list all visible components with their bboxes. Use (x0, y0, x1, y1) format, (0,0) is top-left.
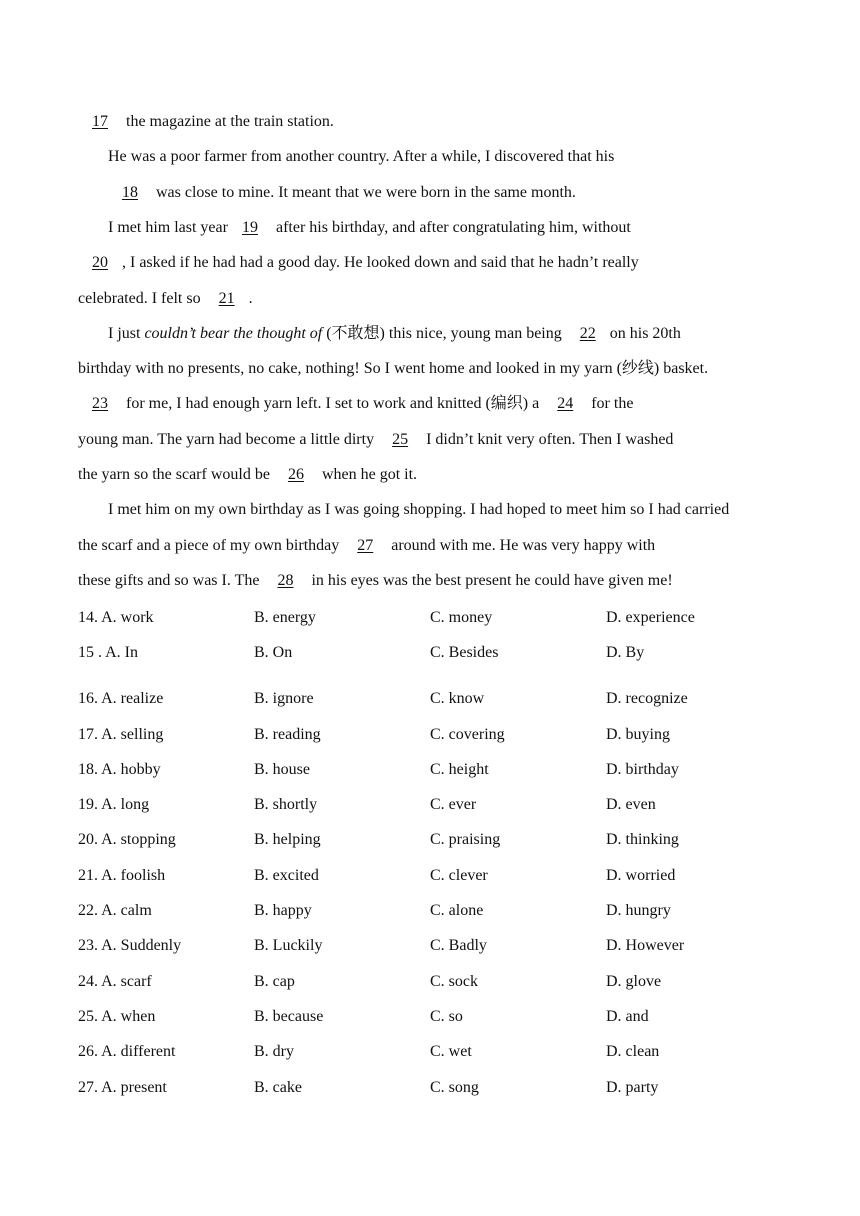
option-choice: C. Besides (430, 644, 499, 662)
passage-text: around with me. He was very happy with (387, 536, 656, 554)
option-choice: B. energy (254, 609, 316, 626)
option-choice: 19. A. long (78, 796, 150, 814)
answer-blank: 20 (92, 254, 108, 272)
option-choice: D. thinking (606, 831, 679, 849)
passage-text: I didn’t knit very often. Then I washed (422, 430, 674, 448)
answer-blank: 22 (579, 324, 596, 342)
option-choice: D. party (606, 1078, 659, 1096)
option-choice: 18. A. hobby (78, 760, 161, 778)
answer-blank: 27 (357, 536, 374, 554)
passage-text: these gifts and so was I. The (78, 571, 264, 589)
passage-line (78, 351, 788, 386)
option-row (78, 999, 778, 1034)
option-choice: D. By (606, 644, 645, 662)
option-choice: 27. A. present (78, 1078, 167, 1096)
answer-blank: 21 (218, 289, 235, 307)
answer-blank: 18 (122, 183, 138, 201)
option-choice: C. covering (430, 725, 505, 743)
passage-text: the yarn so the scarf would be (78, 466, 274, 483)
passage-line (78, 492, 788, 527)
option-row (78, 787, 778, 822)
option-choice: B. excited (254, 866, 319, 884)
passage-line (78, 457, 788, 492)
option-choice: B. dry (254, 1043, 294, 1061)
option-choice: 23. A. Suddenly (78, 937, 182, 955)
option-choice: C. song (430, 1078, 479, 1096)
option-row (78, 1034, 778, 1069)
passage-line (78, 175, 788, 210)
passage-text: for me, I had enough yarn left. I set to work and knitted (编织) a (122, 395, 544, 413)
option-choice: C. money (430, 609, 493, 626)
passage-line (78, 422, 788, 457)
passage-text: I met him last year (108, 218, 228, 236)
option-choice: B. house (254, 760, 310, 778)
passage-line (78, 281, 788, 316)
option-choice: C. ever (430, 796, 477, 814)
option-choice: D. even (606, 796, 656, 814)
option-choice: C. sock (430, 972, 478, 990)
passage-text: the scarf and a piece of my own birthday (78, 536, 344, 554)
passage-text: (不敢想) this nice, young man being (322, 324, 566, 342)
passage-text: for the (587, 395, 634, 413)
option-choice: D. hungry (606, 902, 671, 920)
option-row (78, 893, 778, 928)
option-choice: D. recognize (606, 690, 688, 708)
option-choice: D. clean (606, 1043, 660, 1061)
passage-line (78, 528, 788, 563)
passage-text: celebrated. I felt so (78, 289, 205, 307)
passage-text: , I asked if he had had a good day. He looked down and said that he hadn’t really (122, 254, 639, 272)
option-choice: B. cake (254, 1078, 302, 1096)
italic-phrase: couldn’t bear the thought of (144, 324, 323, 342)
passage-text: on his 20th (609, 324, 681, 342)
passage-text: in his eyes was the best present he could have given me! (307, 571, 673, 589)
passage-line (78, 104, 788, 139)
answer-blank: 23 (92, 395, 108, 413)
answer-blank: 19 (241, 218, 258, 236)
answer-blank: 24 (557, 395, 574, 413)
option-choice: B. helping (254, 831, 321, 849)
option-row (78, 928, 778, 963)
option-choice: C. so (430, 1007, 463, 1025)
option-row (78, 964, 778, 999)
option-choice: D. worried (606, 866, 676, 884)
option-choice: D. and (606, 1007, 649, 1025)
option-choice: D. However (606, 937, 685, 955)
option-choice: B. happy (254, 902, 312, 920)
option-row (78, 600, 778, 635)
passage-text: . (248, 289, 253, 307)
option-row (78, 822, 778, 857)
option-choice: C. know (430, 690, 485, 708)
option-choice: 22. A. calm (78, 902, 152, 920)
passage-text: when he got it. (317, 466, 418, 483)
option-choice: B. cap (254, 972, 295, 990)
passage-text: after his birthday, and after congratulating him, without (271, 218, 631, 236)
option-choice: 24. A. scarf (78, 972, 152, 990)
option-choice: 15 . A. In (78, 644, 138, 662)
answer-blank: 26 (287, 466, 304, 483)
option-choice: B. Luckily (254, 937, 323, 955)
option-choice: C. wet (430, 1043, 472, 1061)
option-choice: D. glove (606, 972, 662, 990)
passage-line (78, 316, 788, 351)
option-choice: C. height (430, 760, 489, 778)
option-choice: 20. A. stopping (78, 831, 176, 849)
passage-text: I just (108, 324, 145, 342)
option-choice: B. shortly (254, 796, 318, 814)
option-choice: 14. A. work (78, 609, 154, 626)
option-choice: D. birthday (606, 760, 679, 778)
answer-blank: 17 (92, 113, 108, 130)
option-row (78, 681, 778, 716)
answer-blank: 25 (392, 430, 409, 448)
option-choice: C. Badly (430, 937, 487, 955)
option-choice: C. clever (430, 866, 488, 884)
option-choice: B. ignore (254, 690, 314, 708)
passage-line (78, 386, 788, 421)
passage-line (78, 563, 788, 598)
option-row (78, 1070, 778, 1105)
option-choice: B. because (254, 1007, 324, 1025)
option-choice: D. buying (606, 725, 670, 743)
option-choice: 26. A. different (78, 1043, 176, 1061)
option-row (78, 635, 778, 681)
option-choice: C. alone (430, 902, 484, 920)
passage-text: I met him on my own birthday as I was going shopping. I had hoped to meet him so I had carried (108, 501, 730, 519)
option-choice: 16. A. realize (78, 690, 164, 708)
option-choice: 25. A. when (78, 1007, 156, 1025)
passage-line (78, 210, 788, 245)
options-list (78, 600, 778, 1105)
passage-text: young man. The yarn had become a little dirty (78, 430, 379, 448)
passage-text: He was a poor farmer from another country. After a while, I discovered that his (108, 148, 615, 166)
option-choice: 21. A. foolish (78, 866, 166, 884)
passage-text: birthday with no presents, no cake, nothing! So I went home and looked in my yarn (纱线) basket. (78, 360, 709, 378)
option-choice: C. praising (430, 831, 501, 849)
passage-line (78, 245, 788, 280)
option-row (78, 752, 778, 787)
option-choice: B. reading (254, 725, 321, 743)
answer-blank: 28 (277, 571, 294, 589)
passage-text: the magazine at the train station. (122, 113, 334, 130)
option-choice: D. experience (606, 609, 695, 626)
option-row (78, 858, 778, 893)
option-choice: 17. A. selling (78, 725, 164, 743)
option-choice: B. On (254, 644, 293, 662)
passage-line (78, 139, 788, 174)
option-row (78, 717, 778, 752)
passage-text: was close to mine. It meant that we were born in the same month. (152, 183, 576, 201)
